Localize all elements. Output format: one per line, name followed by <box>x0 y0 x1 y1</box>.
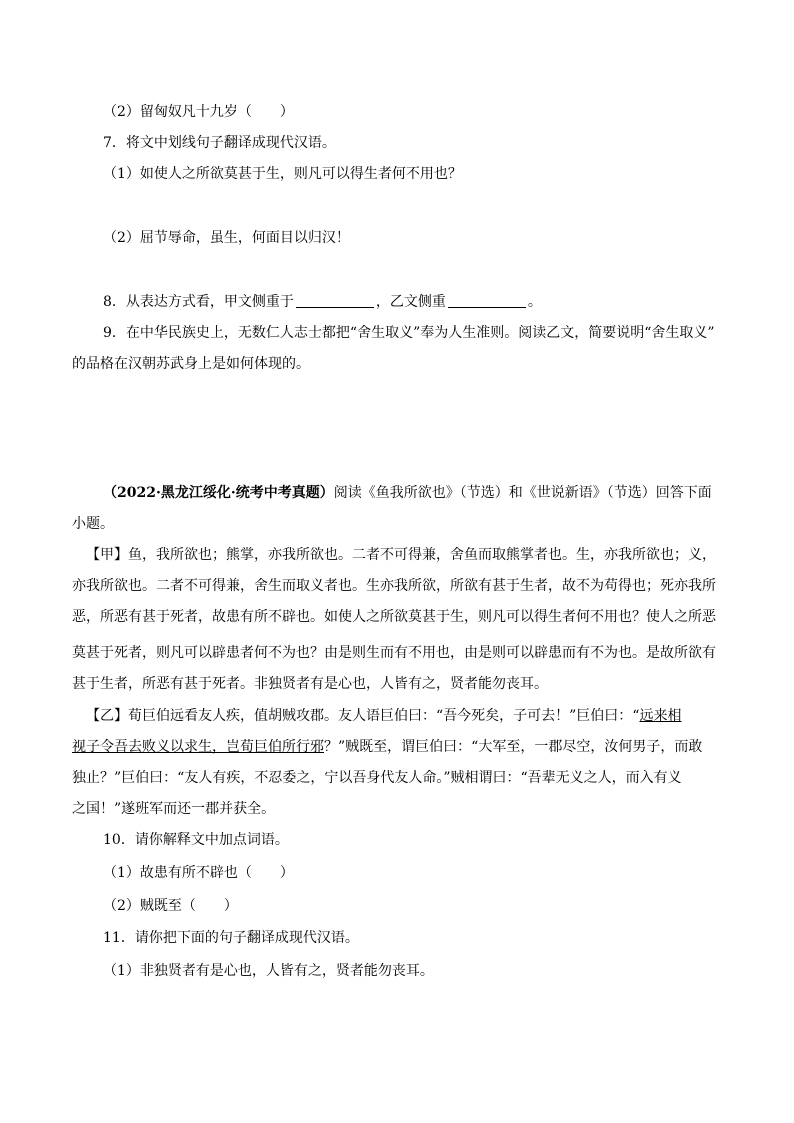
passage-yi-line-1 <box>86 706 681 726</box>
question-8 <box>103 292 542 312</box>
gloss-item-2: （2）留匈奴凡十九岁（ ） <box>103 104 294 120</box>
question-9-line-2: 的品格在汉朝苏武身上是如何体现的。 <box>72 356 310 372</box>
answer-blank-2[interactable] <box>448 293 526 308</box>
question-7: 7．将文中划线句子翻译成现代汉语。 <box>103 135 336 151</box>
answer-blank-1[interactable] <box>296 293 374 308</box>
question-10: 10．请你解释文中加点词语。 <box>103 832 289 848</box>
passage-yi-line-4: 之国！”遂班军而还一郡并获全。 <box>72 801 276 817</box>
source-label: （2022·黑龙江绥化·统考中考真题） <box>103 485 334 501</box>
question-9-line-1: 9．在中华民族史上，无数仁人志士都把“舍生取义”奉为人生准则。阅读乙文，简要说明“舍生取义” <box>103 325 715 341</box>
question-8-middle: ，乙文侧重 <box>375 294 446 310</box>
passage-yi-line-2-text: ？”贼既至，谓巨伯曰：“大军至，一郡尽空，汝何男子，而敢 <box>324 739 703 755</box>
underlined-sentence-end: 视子令吾去败义以求生，岂荀巨伯所行邪 <box>72 739 324 755</box>
passage-yi-line-3: 独止？”巨伯曰：“友人有疾，不忍委之，宁以吾身代友人命。”贼相谓曰：“吾辈无义之人，而入有义 <box>72 770 682 786</box>
passage-jia-line-2: 亦我所欲也。二者不可得兼，舍生而取义者也。生亦我所欲，所欲有甚于生者，故不为苟得也；死亦我所 <box>72 578 716 594</box>
reading-intro <box>103 483 712 503</box>
question-8-prefix: 8．从表达方式看，甲文侧重于 <box>103 294 294 310</box>
question-11-1: （1）非独贤者有是心也，人皆有之，贤者能勿丧耳。 <box>103 963 434 979</box>
question-11: 11．请你把下面的句子翻译成现代汉语。 <box>103 930 359 946</box>
question-7-1: （1）如使人之所欲莫甚于生，则凡可以得生者何不用也？ <box>103 166 462 182</box>
passage-yi-line-1-text: 【乙】荀巨伯远看友人疾，值胡贼攻郡。友人语巨伯曰：“吾今死矣，子可去！”巨伯曰：“ <box>86 708 640 724</box>
intro-text: 阅读《鱼我所欲也》（节选）和《世说新语》（节选）回答下面 <box>333 485 712 501</box>
intro-line-2: 小题。 <box>72 516 114 532</box>
passage-jia-line-1: 【甲】鱼，我所欲也；熊掌，亦我所欲也。二者不可得兼，舍鱼而取熊掌者也。生，亦我所欲也；义， <box>86 547 716 563</box>
passage-jia-line-4: 莫甚于死者，则凡可以辟患者何不为也？由是则生而有不用也，由是则可以辟患而有不为也。是故所欲有 <box>72 645 716 661</box>
underlined-sentence-start: 远来相 <box>639 708 682 724</box>
question-10-1: （1）故患有所不辟也（ ） <box>103 865 294 881</box>
question-10-2: （2）贼既至（ ） <box>103 898 238 914</box>
passage-jia-line-3: 恶，所恶有甚于死者，故患有所不辟也。如使人之所欲莫甚于生，则凡可以得生者何不用也？使人之所恶 <box>72 609 716 625</box>
question-8-suffix: 。 <box>527 294 542 310</box>
passage-jia-line-5: 甚于生者，所恶有甚于死者。非独贤者有是心也，人皆有之，贤者能勿丧耳。 <box>72 676 548 692</box>
question-7-2: （2）屈节辱命，虽生，何面目以归汉！ <box>103 230 350 246</box>
passage-yi-line-2 <box>72 737 702 757</box>
